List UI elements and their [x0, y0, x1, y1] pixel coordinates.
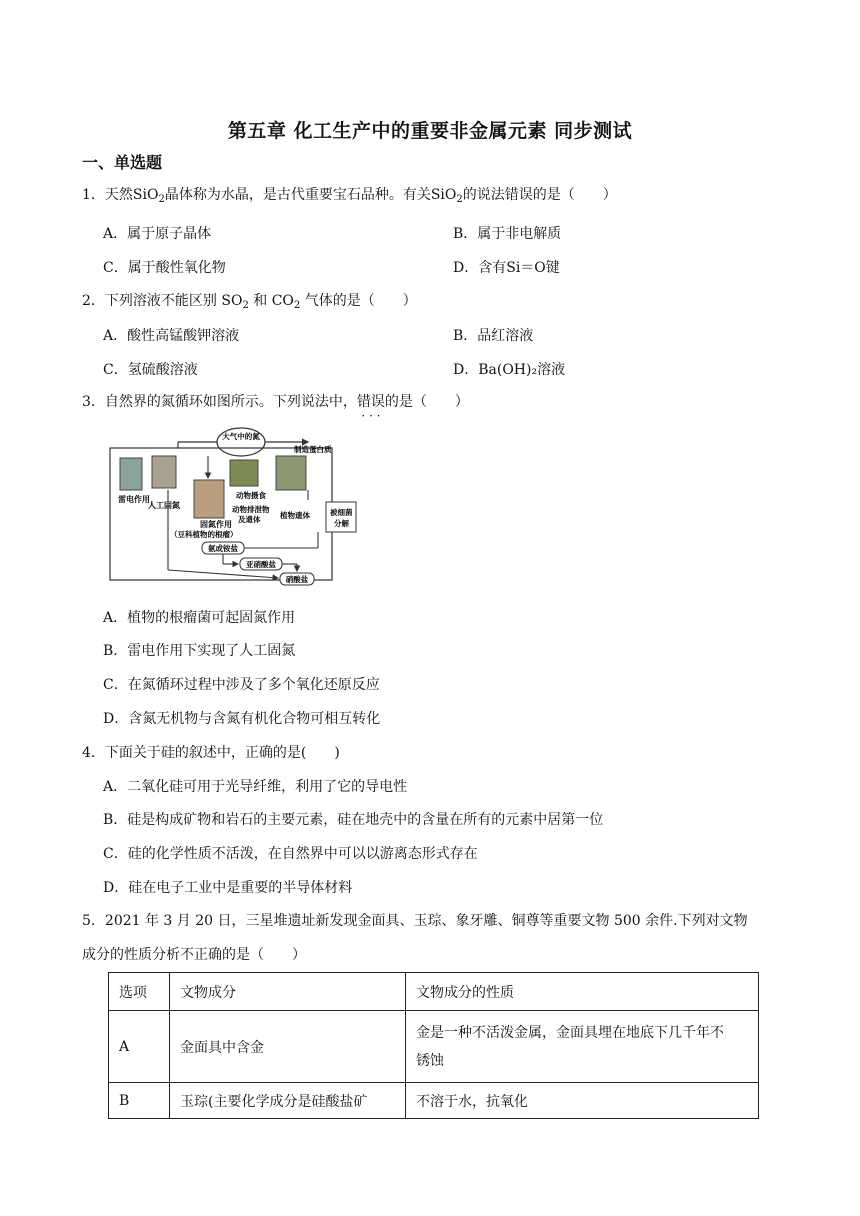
q2-option-d[interactable]: D．Ba(OH)₂溶液 [453, 362, 566, 378]
svg-text:大气中的氮: 大气中的氮 [222, 432, 260, 441]
svg-text:（豆科植物的根瘤）: （豆科植物的根瘤） [170, 530, 238, 539]
cell-property: 不溶于水，抗氧化 [406, 1083, 759, 1119]
plants-image [276, 456, 306, 490]
cell-option: A [109, 1011, 170, 1083]
lightning-image [120, 458, 142, 490]
cell-component: 金面具中含金 [170, 1011, 406, 1083]
question-1-stem: 1．天然SiO$_2$晶体称为水晶，是古代重要宝石品种。有关SiO$_2$的说法错误的是（ ） [82, 187, 617, 205]
q3-option-b[interactable]: B．雷电作用下实现了人工固氮 [103, 643, 296, 659]
svg-text:亚硝酸盐: 亚硝酸盐 [246, 560, 276, 569]
q3-option-c[interactable]: C．在氮循环过程中涉及了多个氧化还原反应 [103, 677, 380, 693]
root-nodule-image [194, 480, 224, 518]
svg-text:动物摄食: 动物摄食 [236, 491, 266, 500]
question-4-stem: 4．下面关于硅的叙述中，正确的是( ) [82, 745, 340, 761]
cell-property: 金是一种不活泼金属，金面具埋在地底下几千年不 锈蚀 [406, 1011, 759, 1083]
q3-option-d[interactable]: D．含氮无机物与含氮有机化合物可相互转化 [103, 711, 381, 727]
artifact-table [108, 972, 759, 1119]
table-header-row [109, 973, 759, 1011]
svg-text:氨或铵盐: 氨或铵盐 [208, 544, 238, 553]
emphasis-mark: 错误 · · · [357, 392, 385, 412]
header-option: 选项 [109, 973, 170, 1011]
q4-option-d[interactable]: D．硅在电子工业中是重要的半导体材料 [103, 880, 353, 896]
svg-text:分解: 分解 [334, 519, 349, 528]
question-3-stem: 3．自然界的氮循环如图所示。下列说法中，错误 · · ·的是（ ） [82, 392, 469, 412]
svg-text:硝酸盐: 硝酸盐 [285, 575, 309, 584]
svg-text:雷电作用: 雷电作用 [118, 495, 150, 504]
factory-image [152, 456, 176, 488]
q1-option-d[interactable]: D．含有Si＝O键 [453, 260, 560, 276]
svg-text:及遗体: 及遗体 [238, 515, 261, 524]
cell-option: B [109, 1083, 170, 1119]
svg-text:人工固氮: 人工固氮 [148, 501, 180, 510]
q1-option-b[interactable]: B．属于非电解质 [453, 226, 562, 242]
question-5-stem-line2: 成分的性质分析不正确的是（ ） [82, 947, 306, 963]
page-title: 第五章 化工生产中的重要非金属元素 同步测试 [227, 120, 633, 142]
animals-image [230, 460, 258, 486]
q2-option-a[interactable]: A．酸性高锰酸钾溶液 [103, 328, 240, 344]
q4-option-b[interactable]: B．硅是构成矿物和岩石的主要元素，硅在地壳中的含量在所有的元素中居第一位 [103, 812, 604, 828]
q3-option-a[interactable]: A．植物的根瘤菌可起固氮作用 [103, 610, 296, 626]
svg-text:植物遗体: 植物遗体 [280, 511, 310, 520]
question-5-stem-line1: 5．2021 年 3 月 20 日，三星堆遗址新发现金面具、玉琮、象牙雕、铜尊等重要文物 500 余件.下列对文物 [82, 913, 748, 929]
svg-text:动物排泄物: 动物排泄物 [232, 505, 270, 514]
nitrogen-cycle-diagram [108, 420, 360, 588]
svg-text:被细菌: 被细菌 [330, 508, 353, 517]
table-row [109, 1083, 759, 1119]
q4-option-a[interactable]: A．二氧化硅可用于光导纤维，利用了它的导电性 [103, 779, 408, 795]
question-2-stem: 2．下列溶液不能区别 $SO_2$ 和 $CO_2$ 气体的是（ ） [82, 293, 417, 311]
svg-text:固氮作用: 固氮作用 [200, 520, 232, 529]
q1-option-a[interactable]: A．属于原子晶体 [103, 226, 212, 242]
header-property: 文物成分的性质 [406, 973, 759, 1011]
table-row [109, 1011, 759, 1083]
header-component: 文物成分 [170, 973, 406, 1011]
svg-text:制造蛋白质: 制造蛋白质 [294, 445, 332, 454]
q2-option-b[interactable]: B．品红溶液 [453, 328, 534, 344]
q2-option-c[interactable]: C．氢硫酸溶液 [103, 362, 198, 378]
q4-option-c[interactable]: C．硅的化学性质不活泼，在自然界中可以以游离态形式存在 [103, 846, 478, 862]
q1-option-c[interactable]: C．属于酸性氧化物 [103, 260, 226, 276]
cell-component: 玉琮(主要化学成分是硅酸盐矿 [170, 1083, 406, 1119]
section-heading: 一、单选题 [82, 153, 163, 172]
